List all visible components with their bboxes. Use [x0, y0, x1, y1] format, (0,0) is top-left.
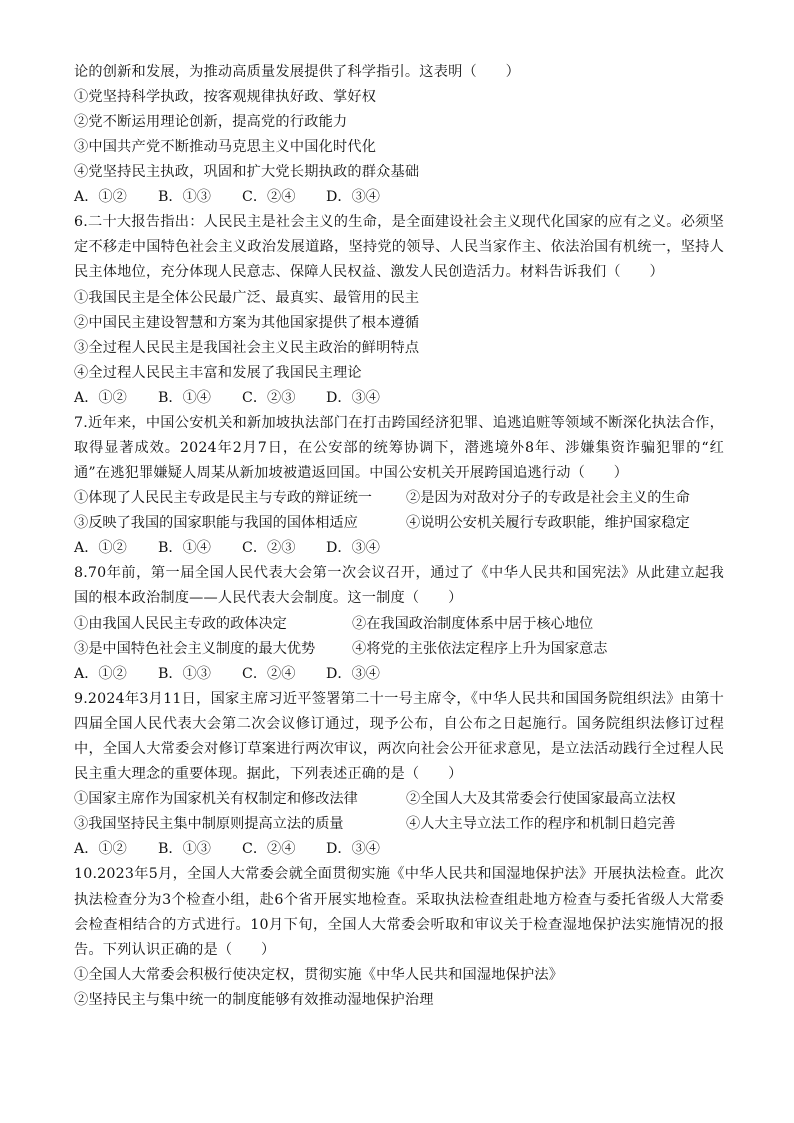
q7-option-4: ④说明公安机关履行专政职能，维护国家稳定: [406, 515, 690, 532]
q8-option-2: ②在我国政治制度体系中居于核心地位: [352, 615, 594, 632]
q7-answer-b: B．①④: [158, 540, 211, 557]
q7-option-2: ②是因为对敌对分子的专政是社会主义的生命: [406, 490, 690, 507]
q10-stem: 10.2023年5月，全国人大常委会就全面贯彻实施《中华人民共和国湿地保护法》开展执法检查。此次执法检查分为3个检查小组，赴6个省开展实地检查。采取执法检查组赴地方检查与委托省级人大常委会检查相结合的方式进行。10月下旬，全国人大常委会听取和审议关于检查湿地保护法实施情况的报告。下列认识正确的是（ ）: [74, 866, 724, 959]
q8-option-4: ④将党的主张依法定程序上升为国家意志: [352, 640, 608, 657]
q5-answer-b: B．①③: [158, 189, 211, 205]
q8-answer-d: D．③④: [326, 665, 380, 682]
q5-option-1: ①党坚持科学执政，按客观规律执好政、掌好权: [74, 89, 377, 105]
q9-option-1: ①国家主席作为国家机关有权制定和修改法律: [74, 791, 358, 808]
q8-options-row-2: [74, 637, 724, 662]
q7-answers: [74, 536, 724, 561]
q6-option-2: ②中国民主建设智慧和方案为其他国家提供了根本遵循: [74, 314, 420, 331]
q8-option-3: ③是中国特色社会主义制度的最大优势: [74, 640, 316, 657]
q5-option-4: ④党坚持民主执政，巩固和扩大党长期执政的群众基础: [74, 164, 420, 180]
q5-answer-d: D．③④: [326, 189, 380, 205]
q8-answer-c: C．②④: [242, 665, 296, 682]
q6-stem: 6.二十大报告指出：人民民主是社会主义的生命，是全面建设社会主义现代化国家的应有之义。必须坚定不移走中国特色社会主义政治发展道路，坚持党的领导、人民当家作主、依法治国有机统一，坚持人民主体地位，充分体现人民意志、保障人民权益、激发人民创造活力。材料告诉我们（ ）: [74, 214, 724, 281]
q9-answer-b: B．①③: [158, 841, 211, 858]
q6-option-1: ①我国民主是全体公民最广泛、最真实、最管用的民主: [74, 289, 420, 306]
q10-option-1: ①全国人大常委会积极行使决定权，贯彻实施《中华人民共和国湿地保护法》: [74, 967, 564, 984]
q7-answer-a: A．①②: [74, 540, 127, 557]
q9-stem: 9.2024年3月11日，国家主席习近平签署第二十一号主席令，《中华人民共和国国务院组织法》由第十四届全国人民代表大会第二次会议修订通过，现予公布，自公布之日起施行。国务院组织法修订过程中，全国人大常委会对修订草案进行两次审议，两次向社会公开征求意见，是立法活动践行全过程人民民主重大理念的重要体现。据此，下列表述正确的是（ ）: [74, 690, 724, 783]
q9-answer-c: C．②④: [242, 841, 296, 858]
q6-answer-c: C．②③: [242, 389, 296, 406]
q5-answer-a: A．①②: [74, 189, 127, 205]
q9-option-2: ②全国人大及其常委会行使国家最高立法权: [406, 791, 676, 808]
q7-stem: 7.近年来，中国公安机关和新加坡执法部门在打击跨国经济犯罪、追逃追赃等领域不断深化执法合作，取得显著成效。2024年2月7日，在公安部的统筹协调下，潜逃境外8年、涉嫌集资诈骗犯罪的“红通”在逃犯罪嫌疑人周某从新加坡被遣返回国。中国公安机关开展跨国追逃行动（ ）: [74, 414, 724, 482]
exam-page: [74, 60, 724, 1013]
q9-options-row-1: [74, 787, 724, 812]
q5-option-2: ②党不断运用理论创新，提高党的行政能力: [74, 114, 348, 130]
q9-answer-a: A．①②: [74, 841, 127, 858]
q8-options-row-1: [74, 612, 724, 637]
q9-options-row-2: [74, 812, 724, 837]
q5-stem-tail: 论的创新和发展，为推动高质量发展提供了科学指引。这表明（ ）: [74, 64, 521, 80]
q7-option-1: ①体现了人民民主专政是民主与专政的辩证统一: [74, 490, 372, 507]
q9-answers: [74, 837, 724, 862]
q5-option-3: ③中国共产党不断推动马克思主义中国化时代化: [74, 139, 377, 155]
q8-stem: 8.70年前，第一届全国人民代表大会第一次会议召开，通过了《中华人民共和国宪法》从此建立起我国的根本政治制度——人民代表大会制度。这一制度（ ）: [74, 565, 724, 607]
q7-options-row-1: [74, 486, 724, 511]
q9-answer-d: D．③④: [326, 841, 380, 858]
q6-answer-b: B．①④: [158, 389, 211, 406]
q8-option-1: ①由我国人民民主专政的政体决定: [74, 615, 287, 632]
q9-option-3: ③我国坚持民主集中制原则提高立法的质量: [74, 816, 344, 833]
q8-answer-b: B．①③: [158, 665, 211, 682]
q7-answer-d: D．③④: [326, 540, 380, 557]
q8-answer-a: A．①②: [74, 665, 127, 682]
q7-option-3: ③反映了我国的国家职能与我国的国体相适应: [74, 515, 358, 532]
q8-answers: [74, 662, 724, 687]
q7-answer-c: C．②③: [242, 540, 296, 557]
q5-answers: [74, 185, 724, 210]
q6-option-4: ④全过程人民民主丰富和发展了我国民主理论: [74, 364, 362, 381]
q6-answer-a: A．①②: [74, 389, 127, 406]
q5-answer-c: C．②④: [242, 189, 296, 205]
q9-option-4: ④人大主导立法工作的程序和机制日趋完善: [406, 816, 676, 833]
q6-answer-d: D．③④: [326, 389, 380, 406]
q6-answers: [74, 386, 724, 411]
q6-option-3: ③全过程人民民主是我国社会主义民主政治的鲜明特点: [74, 339, 420, 356]
q10-option-2: ②坚持民主与集中统一的制度能够有效推动湿地保护治理: [74, 992, 434, 1009]
q7-options-row-2: [74, 511, 724, 536]
